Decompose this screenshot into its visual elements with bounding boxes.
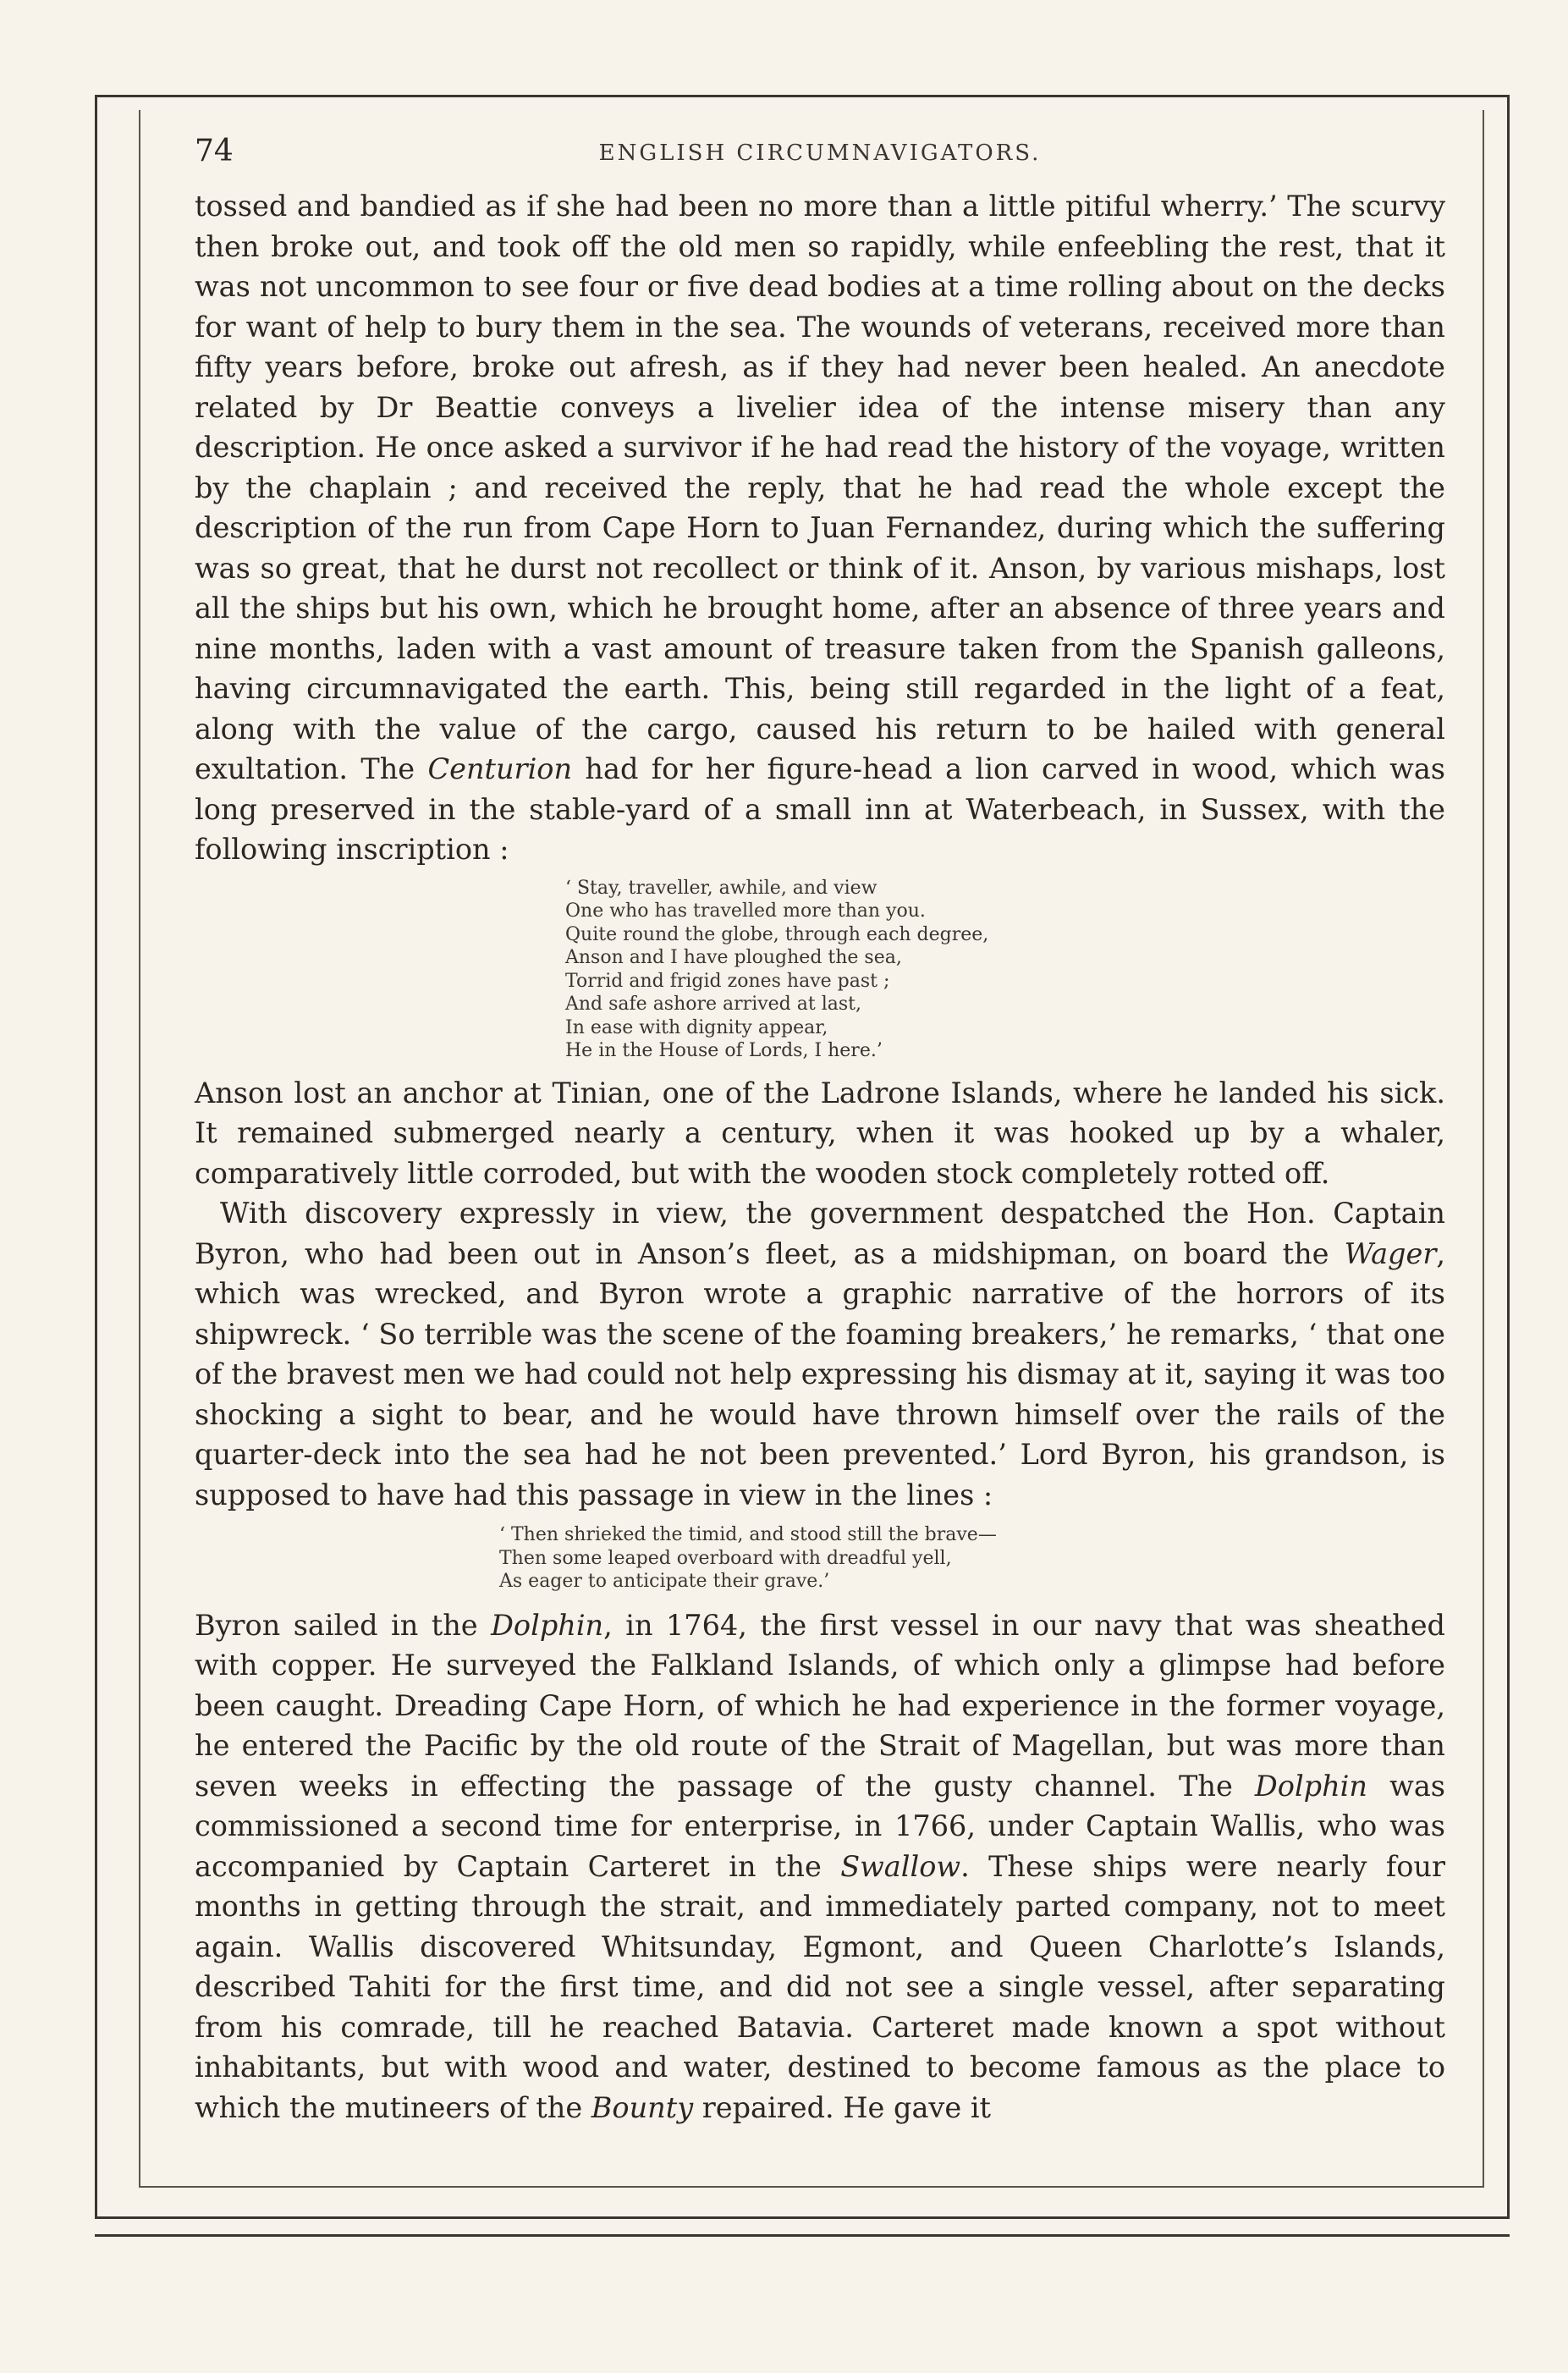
paragraph-1-text: tossed and bandied as if she had been no more than a little pitiful wherry.’ The scurvy then broke out, and took off the old men so rapidly, while enfeebling the rest, that it was not uncommon to see four or five dead bodies at a time rolling about on the decks for want of help to bury them in the sea. The wounds of veterans, received more than fifty years before, broke out afresh, as if they had never been healed. An anecdote related by Dr Beattie conveys a livelier idea of the intense misery than any description. He once asked a survivor if he had read the history of the voyage, written by the chaplain ; and received the reply, that he had read the whole except the description of the run from Cape Horn to Juan Fernandez, during which the suffering was so great, that he durst not recollect or think of it. Anson, by various mishaps, lost all the ships but his own, which he brought home, after an absence of three years and nine months, laden with a vast amount of treasure taken from the Spanish galleons, having circumnavigated the earth. This, being still regarded in the light of a feat, along with the value of the cargo, caused his return to be hailed with general exultation. The (195, 190, 1445, 785)
verse-line: ‘ Then shrieked the timid, and stood still the brave— (499, 1524, 997, 1545)
paragraph-4-text-e: repaired. He gave it (693, 2090, 992, 2124)
paragraph-3-text-b: , which was wrecked, and Byron wrote a graphic narrative of the horrors of its shipwreck. ‘ So terrible was the scene of the foaming breakers,’ he remarks, ‘ that one of the bravest men we had could not help expressing his dismay at it, saying it was too shocking a sight to bear, and he would have thrown himself over the rails of the quarter-deck into the sea had he not been prevented.’ Lord Byron, his grandson, is supposed to have had this passage in view in the lines : (195, 1236, 1445, 1511)
verse-line: ‘ Stay, traveller, awhile, and view (565, 877, 878, 899)
paragraph-4 (195, 1605, 1445, 2128)
paragraph-1 (195, 186, 1445, 870)
verse-line: Quite round the globe, through each degree, (565, 923, 989, 945)
verse-line: In ease with dignity appear, (565, 1016, 828, 1038)
verse-line: He in the House of Lords, I here.’ (565, 1040, 883, 1061)
ship-name-centurion: Centurion (427, 752, 573, 785)
paragraph-4-text-d: . These ships were nearly four months in getting through the strait, and immediately parted company, not to meet again. Wallis discovered Whitsunday, Egmont, and Queen Charlotte’s Islands, described Tahiti for the first time, and did not see a single vessel, after separating from his comrade, till he reached Batavia. Carteret made known a spot without inhabitants, but with wood and water, destined to become famous as the place to which the mutineers of the (195, 1849, 1445, 2124)
bottom-rule (95, 2234, 1510, 2237)
paragraph-1-end: had for her figure-head a lion carved in wood, which was long preserved in the stable-yard of a small inn at Waterbeach, in Sussex, with the following inscription : (195, 752, 1445, 866)
ship-name-dolphin-2: Dolphin (1254, 1769, 1367, 1803)
page-header (195, 134, 1445, 186)
ship-name-bounty: Bounty (591, 2090, 694, 2124)
verse-line: As eager to anticipate their grave.’ (499, 1571, 830, 1592)
paragraph-3 (195, 1193, 1445, 1515)
page-number: 74 (195, 134, 234, 168)
paragraph-2: Anson lost an anchor at Tinian, one of the Ladrone Islands, where he landed his sick. It remained submerged nearly a century, when it was hooked up by a whaler, comparatively little corroded, but with the wooden stock completely rotted off. (195, 1076, 1445, 1190)
verse-byron (499, 1523, 1445, 1594)
ship-name-dolphin: Dolphin (491, 1608, 604, 1642)
verse-line: One who has travelled more than you. (565, 900, 926, 922)
verse-line: And safe ashore arrived at last, (565, 994, 861, 1015)
verse-line: Torrid and frigid zones have past ; (565, 970, 890, 992)
paragraph-4-text-a: Byron sailed in the (195, 1608, 492, 1642)
running-head: ENGLISH CIRCUMNAVIGATORS. (598, 140, 1042, 166)
paragraph-4-text-c: was commissioned a second time for enterprise, in 1766, under Captain Wallis, who was accompanied by Captain Carteret in the (195, 1769, 1445, 1883)
verse-line: Then some leaped overboard with dreadful yell, (499, 1547, 952, 1569)
verse-inscription (565, 877, 1445, 1063)
paragraph-3-text-a: With discovery expressly in view, the government despatched the Hon. Captain Byron, who had been out in Anson’s fleet, as a midshipman, on board the (195, 1197, 1445, 1270)
paragraph-4-text-b: , in 1764, the first vessel in our navy that was sheathed with copper. He surveyed the Falkland Islands, of which only a glimpse had before been caught. Dreading Cape Horn, of which he had experience in the former voyage, he entered the Pacific by the old route of the Strait of Magellan, but was more than seven weeks in effecting the passage of the gusty channel. The (195, 1608, 1445, 1803)
ship-name-swallow: Swallow (840, 1849, 961, 1883)
page-content (195, 134, 1445, 2128)
verse-line: Anson and I have ploughed the sea, (565, 947, 902, 968)
ship-name-wager: Wager (1344, 1236, 1437, 1270)
